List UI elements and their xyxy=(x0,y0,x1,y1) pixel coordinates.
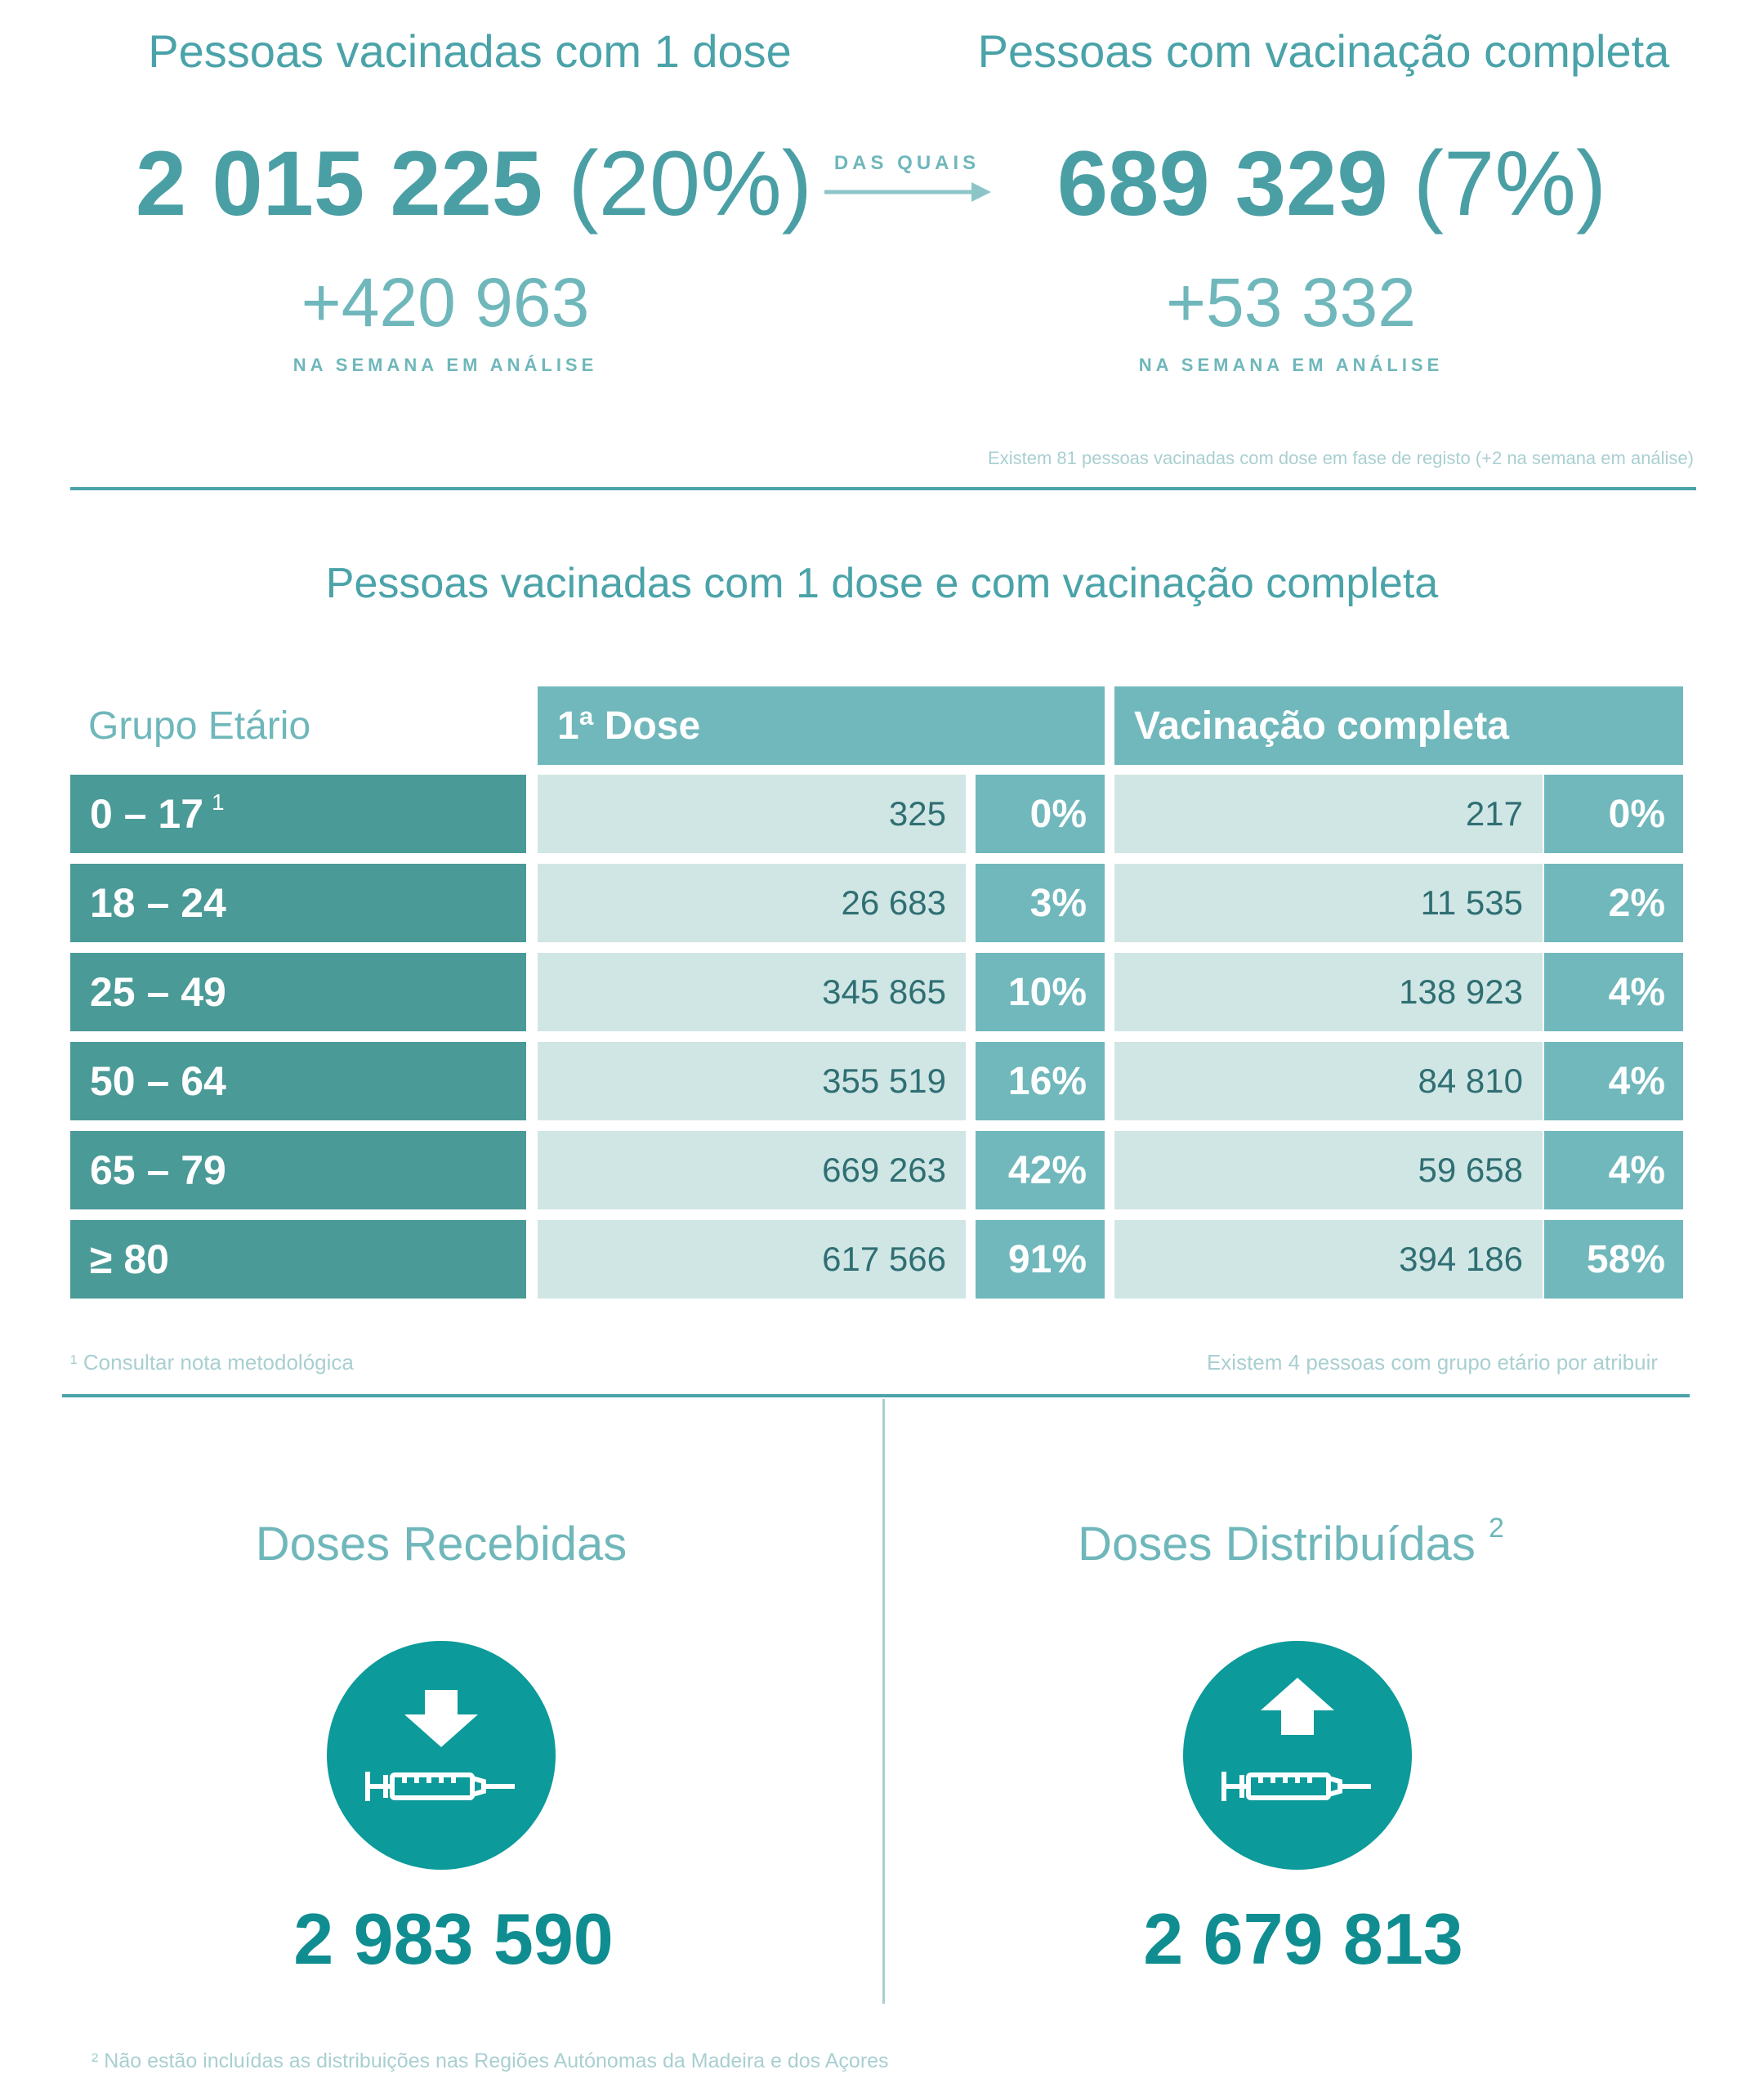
first-dose-weekly: +420 963 xyxy=(301,264,590,341)
first-dose-pct-cell xyxy=(976,1042,1105,1120)
first-dose-value-text: 355 519 xyxy=(822,1062,946,1100)
complete-pct-cell xyxy=(1544,864,1683,942)
complete-number: 689 329 xyxy=(1056,132,1388,235)
first-dose-pct-cell xyxy=(976,1131,1105,1209)
doses-distributed-number: 2 679 813 xyxy=(1143,1898,1463,1979)
first-dose-value-text: 345 865 xyxy=(822,972,946,1011)
first-dose-header: 1ª Dose xyxy=(538,686,1105,765)
complete-pct-cell-text: 4% xyxy=(1608,1148,1665,1192)
complete-weekly-label: NA SEMANA EM ANÁLISE xyxy=(1138,355,1444,375)
complete-value-text: 217 xyxy=(1465,794,1523,833)
age-footnote-marker: 1 xyxy=(212,789,225,815)
age-group-header: Grupo Etário xyxy=(88,704,311,748)
complete-pct-cell-text: 4% xyxy=(1608,1059,1665,1103)
first-dose-pct-cell-text: 91% xyxy=(1007,1237,1087,1281)
age-group-cell xyxy=(70,953,526,1031)
age-group-cell xyxy=(70,1131,526,1209)
vertical-divider xyxy=(882,1399,885,2004)
age-group-cell-text: 18 – 24 xyxy=(90,880,226,926)
first-dose-value xyxy=(538,1220,966,1299)
age-group-cell-text: 0 – 17 xyxy=(90,791,204,837)
age-group-cell xyxy=(70,1042,526,1120)
footnote-methodology: ¹ Consultar nota metodológica xyxy=(70,1350,354,1375)
connector-label: DAS QUAIS xyxy=(833,152,980,174)
first-dose-value-text: 325 xyxy=(888,794,946,833)
first-dose-pct-cell-text: 0% xyxy=(1029,792,1087,836)
complete-total xyxy=(923,131,1740,236)
doses-distributed-label: Doses Distribuídas xyxy=(1078,1518,1476,1571)
complete-pct-cell xyxy=(1544,953,1683,1031)
first-dose-pct: (20%) xyxy=(568,132,813,235)
complete-value-text: 11 535 xyxy=(1420,883,1523,922)
first-dose-pct-cell-text: 16% xyxy=(1007,1059,1087,1103)
complete-header: Vacinação completa xyxy=(1114,686,1683,765)
first-dose-pct-cell xyxy=(976,864,1105,942)
complete-pct-cell-text: 58% xyxy=(1586,1237,1665,1281)
age-group-cell-text: 65 – 79 xyxy=(90,1147,226,1193)
first-dose-pct-cell-text: 3% xyxy=(1029,881,1087,925)
doses-received-number: 2 983 590 xyxy=(293,1898,614,1979)
first-dose-title: Pessoas vacinadas com 1 dose xyxy=(148,25,792,77)
age-group-cell xyxy=(70,775,526,853)
age-group-cell-text: 50 – 64 xyxy=(90,1058,226,1104)
syringe-arrow-down-icon xyxy=(327,1641,556,1870)
top-divider xyxy=(70,487,1696,490)
first-dose-pct-cell xyxy=(976,1220,1105,1299)
complete-value-text: 84 810 xyxy=(1418,1062,1523,1100)
registration-note: Existem 81 pessoas vacinadas com dose em fase de registo (+2 na semana em análise) xyxy=(988,448,1694,468)
first-dose-value-text: 617 566 xyxy=(822,1240,946,1278)
doses-distributed-sup: 2 xyxy=(1488,1512,1504,1544)
complete-value-text: 138 923 xyxy=(1399,972,1523,1011)
complete-value xyxy=(1114,1042,1543,1120)
complete-value xyxy=(1114,1220,1543,1299)
doses-received-title: Doses Recebidas xyxy=(255,1518,627,1571)
complete-pct-cell xyxy=(1544,1131,1683,1209)
first-dose-number: 2 015 225 xyxy=(135,132,543,235)
doses-distributed-title xyxy=(915,1512,1667,1571)
complete-value xyxy=(1114,1131,1543,1209)
complete-pct-cell xyxy=(1544,1220,1683,1299)
complete-value xyxy=(1114,775,1543,853)
complete-value xyxy=(1114,864,1543,942)
age-group-cell-text: ≥ 80 xyxy=(90,1236,169,1282)
first-dose-pct-cell-text: 10% xyxy=(1007,970,1087,1014)
first-dose-weekly-label: NA SEMANA EM ANÁLISE xyxy=(293,355,598,375)
complete-weekly: +53 332 xyxy=(1166,264,1416,341)
footnote-regions: ² Não estão incluídas as distribuições nas Regiões Autónomas da Madeira e dos Açores xyxy=(92,2050,889,2072)
first-dose-value-text: 669 263 xyxy=(822,1151,946,1189)
table-divider xyxy=(62,1394,1690,1397)
first-dose-value xyxy=(538,864,966,942)
first-dose-value xyxy=(538,1042,966,1120)
age-group-cell xyxy=(70,1220,526,1299)
syringe-arrow-up-icon xyxy=(1183,1641,1412,1870)
complete-pct-cell-text: 4% xyxy=(1608,970,1665,1014)
first-dose-pct-cell xyxy=(976,775,1105,853)
complete-pct-cell-text: 0% xyxy=(1608,792,1665,836)
unassigned-age-note: Existem 4 pessoas com grupo etário por atribuir xyxy=(1206,1350,1658,1375)
table-section-title: Pessoas vacinadas com 1 dose e com vacinação completa xyxy=(325,560,1439,607)
complete-value-text: 59 658 xyxy=(1418,1151,1523,1189)
age-group-cell xyxy=(70,864,526,942)
complete-pct: (7%) xyxy=(1413,132,1607,235)
complete-value-text: 394 186 xyxy=(1399,1240,1523,1278)
first-dose-value-text: 26 683 xyxy=(841,883,946,922)
first-dose-value xyxy=(538,775,966,853)
complete-pct-cell xyxy=(1544,1042,1683,1120)
first-dose-total xyxy=(65,131,882,236)
complete-vaccination-title: Pessoas com vacinação completa xyxy=(977,25,1670,77)
complete-pct-cell xyxy=(1544,775,1683,853)
complete-value xyxy=(1114,953,1543,1031)
age-group-cell-text: 25 – 49 xyxy=(90,969,226,1015)
first-dose-value xyxy=(538,953,966,1031)
first-dose-value xyxy=(538,1131,966,1209)
complete-pct-cell-text: 2% xyxy=(1608,881,1665,925)
first-dose-pct-cell xyxy=(976,953,1105,1031)
first-dose-pct-cell-text: 42% xyxy=(1007,1148,1087,1192)
